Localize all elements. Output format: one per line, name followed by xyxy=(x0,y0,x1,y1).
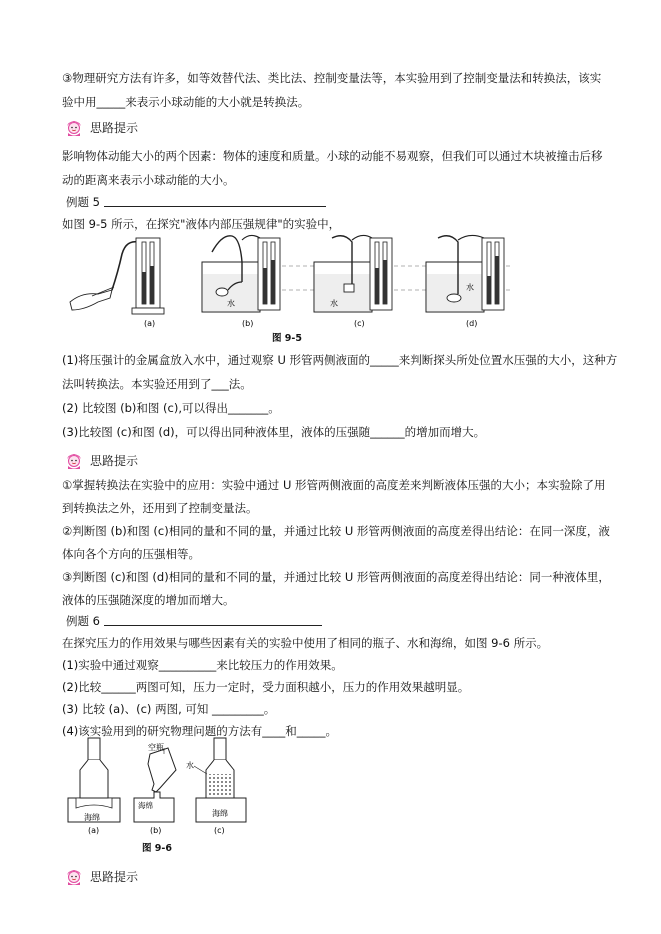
hint-label: 思路提示 xyxy=(90,869,139,884)
hint-label: 思路提示 xyxy=(90,120,139,135)
water-bottle-on-sponge-c xyxy=(186,738,246,822)
paragraph-line: 验中用_____来表示小球动能的大小就是转换法。 xyxy=(62,95,310,109)
example-6-title: 例题 6 xyxy=(66,613,100,629)
figure-label-c: (c) xyxy=(354,319,365,328)
paragraph-line: (1)实验中通过观察__________来比较压力的作用效果。 xyxy=(62,658,343,672)
hint-heading xyxy=(64,117,138,137)
figure-label-b: (b) xyxy=(150,826,162,835)
figure-label-b: (b) xyxy=(242,319,254,328)
paragraph-line: (4)该实验用到的研究物理问题的方法有____和_____。 xyxy=(62,724,338,738)
svg-text:水: 水 xyxy=(466,283,474,292)
paragraph-line: ③物理研究方法有许多，如等效替代法、类比法、控制变量法等，本实验用到了控制变量法和转换法，该实 xyxy=(62,71,602,85)
figure-9-6 xyxy=(64,736,274,836)
water-label: 水 xyxy=(186,761,194,770)
apparatus-a xyxy=(70,238,164,314)
paragraph-line: 影响物体动能大小的两个因素：物体的速度和质量。小球的动能不易观察，但我们可以通过木块被撞击后移 xyxy=(62,149,603,163)
figure-label-a: (a) xyxy=(144,319,156,328)
paragraph-line: 法叫转换法。本实验还用到了___法。 xyxy=(62,377,252,391)
girl-mascot-icon xyxy=(64,450,84,470)
apparatus-d xyxy=(426,235,504,312)
sponge-label: 海绵 xyxy=(138,801,153,810)
example-5-title: 例题 5 xyxy=(66,194,100,210)
bottle-on-sponge-b xyxy=(134,742,176,822)
paragraph-line: 在探究压力的作用效果与哪些因素有关的实验中使用了相同的瓶子、水和海绵，如图 9-6 所示。 xyxy=(62,636,549,650)
paragraph-line: (3) 比较 (a)、(c) 两图, 可知 _________。 xyxy=(62,702,276,716)
paragraph-line: 体向各个方向的压强相等。 xyxy=(62,547,200,561)
figure-caption: 图 9-6 xyxy=(142,843,172,854)
paragraph-line: 动的距离来表示小球动能的大小。 xyxy=(62,173,235,187)
figure-label-c: (c) xyxy=(214,826,225,835)
paragraph-line: ①掌握转换法在实验中的应用：实验中通过 U 形管两侧液面的高度差来判断液体压强的大小；本实验除了用 xyxy=(62,478,606,492)
empty-bottle-label: 空瓶 xyxy=(148,743,164,752)
hint-heading xyxy=(64,450,138,470)
paragraph-line: (2)比较______两图可知，压力一定时，受力面积越小，压力的作用效果越明显。 xyxy=(62,680,470,694)
figure-label-d: (d) xyxy=(466,319,478,328)
girl-mascot-icon xyxy=(64,117,84,137)
sponge-label: 海绵 xyxy=(212,809,228,818)
hint-label: 思路提示 xyxy=(90,453,139,468)
paragraph-line: 液体的压强随深度的增加而增大。 xyxy=(62,593,235,607)
figure-9-5 xyxy=(62,232,532,344)
svg-text:水: 水 xyxy=(330,299,338,308)
paragraph-line: (3)比较图 (c)和图 (d)，可以得出同种液体里，液体的压强随______的增加而增大。 xyxy=(62,425,486,439)
svg-text:水: 水 xyxy=(227,299,235,308)
paragraph-line: (1)将压强计的金属盒放入水中，通过观察 U 形管两侧液面的_____来判断探头所处位置水压强的大小，这种方 xyxy=(62,353,618,367)
bottle-on-sponge-a xyxy=(68,738,120,822)
sponge-label: 海绵 xyxy=(84,813,100,822)
paragraph-line: ②判断图 (b)和图 (c)相同的量和不同的量，并通过比较 U 形管两侧液面的高度差得出结论：在同一深度，液 xyxy=(62,524,610,538)
apparatus-c xyxy=(314,235,392,312)
paragraph-line: ③判断图 (c)和图 (d)相同的量和不同的量，并通过比较 U 形管两侧液面的高度差得出结论：同一种液体里， xyxy=(62,570,610,584)
paragraph-line: 如图 9-5 所示，在探究"液体内部压强规律"的实验中， xyxy=(62,217,341,231)
hint-heading xyxy=(64,866,138,886)
paragraph-line: 到转换法之外，还用到了控制变量法。 xyxy=(62,501,258,515)
figure-caption: 图 9-5 xyxy=(272,333,302,344)
paragraph-line: (2) 比较图 (b)和图 (c),可以得出_______。 xyxy=(62,401,280,415)
apparatus-b xyxy=(202,235,280,312)
figure-label-a: (a) xyxy=(88,826,100,835)
girl-mascot-icon xyxy=(64,866,84,886)
